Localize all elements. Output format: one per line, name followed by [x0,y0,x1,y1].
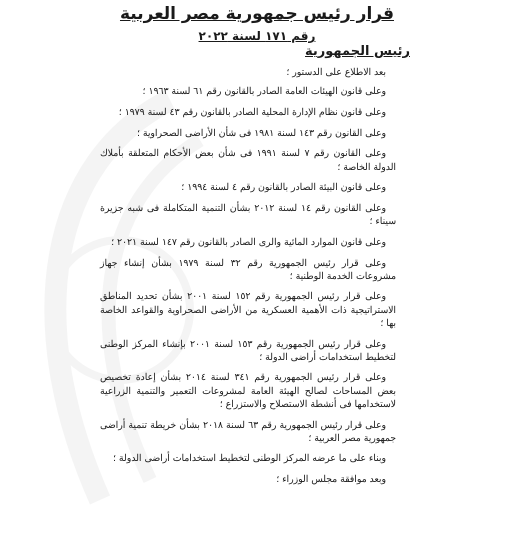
preamble-body [100,66,396,494]
paragraph-text: وعلى قانون البيئة الصادر بالقانون رقم ٤ لسنة ١٩٩٤ ؛ [181,182,386,194]
paragraph-text: وعلى قانون نظام الإدارة المحلية الصادر بالقانون رقم ٤٣ لسنة ١٩٧٩ ؛ [118,106,386,118]
paragraph-text: وعلى قرار رئيس الجمهورية رقم ٣٤١ لسنة ٢٠١٤ بشأن إعادة تخصيص بعض المساحات لصالح الهيئة العامة لمشروعات التعمير والتنمية الزراعية لاستخدامها فى أنشطة الاستصلاح والاستزراع ؛ [100,372,396,410]
preamble-paragraph [100,202,396,228]
paragraph-text: وعلى قرار رئيس الجمهورية رقم ١٥٣ لسنة ٢٠٠١ بإنشاء المركز الوطنى لتخطيط استخدامات أراضى الدولة ؛ [100,338,396,363]
paragraph-text: وعلى القانون رقم ٧ لسنة ١٩٩١ فى شأن بعض الأحكام المتعلقة بأملاك الدولة الخاصة ؛ [100,148,396,173]
decree-title: قرار رئيس جمهورية مصر العربية [119,4,394,24]
preamble-paragraph [100,106,396,119]
paragraph-text: بعد الاطلاع على الدستور ؛ [286,67,386,78]
preamble-paragraph [100,371,396,411]
paragraph-text: وعلى القانون رقم ١٤٣ لسنة ١٩٨١ فى شأن الأراضى الصحراوية ؛ [136,127,386,139]
decree-number: رقم ١٧١ لسنة ٢٠٢٢ [198,29,316,43]
preamble-paragraph [100,473,396,486]
paragraph-text: وبعد موافقة مجلس الوزراء ؛ [276,474,386,486]
preamble-paragraph [100,147,396,173]
issuer-heading: رئيس الجمهورية [305,44,410,59]
preamble-paragraph [100,85,396,98]
preamble-paragraph [100,181,396,194]
preamble-paragraph [100,419,396,445]
preamble-paragraph [100,257,396,283]
paragraph-text: وعلى قرار رئيس الجمهورية رقم ٦٣ لسنة ٢٠١٨ بشأن خريطة تنمية أراضى جمهورية مصر العربية ؛ [100,419,396,444]
paragraph-text: وعلى قرار رئيس الجمهورية رقم ١٥٢ لسنة ٢٠٠١ بشأن تحديد المناطق الاستراتيجية ذات الأهمية العسكرية من الأراضى الصحراوية والقواعد الخاصة بها ؛ [100,291,396,329]
preamble-paragraph [100,236,396,249]
preamble-paragraph [100,290,396,330]
paragraph-text: وعلى قانون الموارد المائية والرى الصادر بالقانون رقم ١٤٧ لسنة ٢٠٢١ ؛ [111,236,386,248]
preamble-paragraph [100,338,396,364]
preamble-paragraph [100,66,396,79]
paragraph-text: وعلى القانون رقم ١٤ لسنة ٢٠١٢ بشأن التنمية المتكاملة فى شبه جزيرة سيناء ؛ [100,202,396,228]
preamble-paragraph [100,452,396,465]
preamble-paragraph [100,127,396,140]
paragraph-text: وبناء على ما عرضه المركز الوطنى لتخطيط استخدامات أراضى الدولة ؛ [113,453,386,465]
paragraph-text: وعلى قانون الهيئات العامة الصادر بالقانون رقم ٦١ لسنة ١٩٦٣ ؛ [142,86,386,98]
paragraph-text: وعلى قرار رئيس الجمهورية رقم ٣٢ لسنة ١٩٧٩ بشأن إنشاء جهاز مشروعات الخدمة الوطنية ؛ [100,257,396,282]
